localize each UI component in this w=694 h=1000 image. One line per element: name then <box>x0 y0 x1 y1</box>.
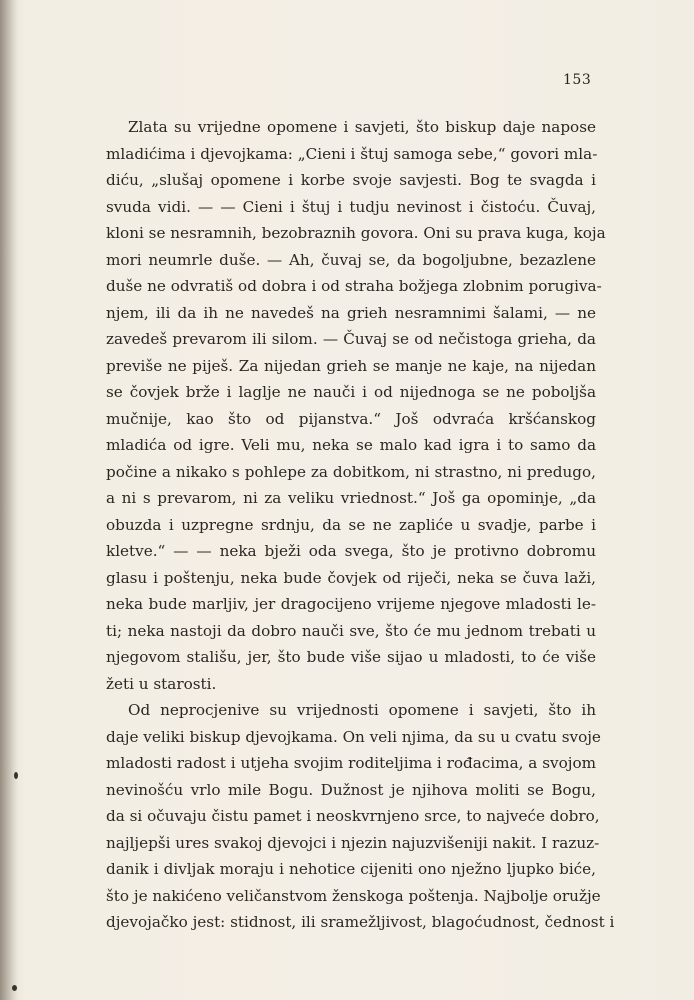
text-line: da si očuvaju čistu pamet i neoskvrnjeno srce, to najveće dobro, <box>106 807 600 825</box>
ink-speck <box>14 772 18 779</box>
text-line: što je nakićeno veličanstvom ženskoga poštenja. Najbolje oružje <box>106 886 601 905</box>
text-line: mladićima i djevojkama: „Cieni i štuj samoga sebe,“ govori mla- <box>106 144 598 163</box>
text-line: ti; neka nastoji da dobro nauči sve, što će mu jednom trebati u <box>106 621 596 640</box>
paragraph <box>106 114 606 697</box>
ink-speck <box>12 985 17 991</box>
body-text <box>106 114 615 936</box>
text-line: daje veliki biskup djevojkama. On veli njima, da su u cvatu svoje <box>106 727 601 746</box>
text-line: Zlata su vrijedne opomene i savjeti, što biskup daje napose <box>128 118 596 136</box>
text-line: danik i divljak moraju i nehotice cijeniti ono nježno ljupko biće, <box>106 860 596 878</box>
text-line: djevojačko jest: stidnost, ili sramežljivost, blagoćudnost, čednost i <box>106 913 615 931</box>
text-line: svuda vidi. — — Cieni i štuj i tudju nevinost i čistoću. Čuvaj, <box>106 197 596 216</box>
text-line: previše ne piješ. Za nijedan grieh se manje ne kaje, na nijedan <box>106 356 596 375</box>
text-line: mladića od igre. Veli mu, neka se malo kad igra i to samo da <box>106 436 596 454</box>
text-line: neka bude marljiv, jer dragocijeno vrijeme njegove mladosti le- <box>106 595 596 613</box>
text-line: diću, „slušaj opomene i korbe svoje savjesti. Bog te svagda i <box>106 171 596 189</box>
text-line: mladosti radost i utjeha svojim roditeljima i rođacima, a svojom <box>106 754 596 772</box>
text-line: duše ne odvratiš od dobra i od straha božjega zlobnim porugiva- <box>106 277 602 295</box>
text-line: žeti u starosti. <box>106 674 217 693</box>
text-line: se čovjek brže i laglje ne nauči i od nijednoga se ne poboljša <box>106 383 596 401</box>
text-line: glasu i poštenju, neka bude čovjek od riječi, neka se čuva laži, <box>106 568 596 587</box>
text-line: a ni s prevarom, ni za veliku vriednost.“ Još ga opominje, „da <box>106 489 596 507</box>
text-line: kloni se nesramnih, bezobraznih govora. Oni su prava kuga, koja <box>106 224 606 242</box>
paragraph <box>106 697 615 936</box>
binding-shadow <box>0 0 18 1000</box>
text-line: mori neumrle duše. — Ah, čuvaj se, da bogoljubne, bezazlene <box>106 250 596 269</box>
text-line: Od neprocjenive su vrijednosti opomene i savjeti, što ih <box>128 701 596 719</box>
text-line: najljepši ures svakoj djevojci i njezin najuzvišeniji nakit. I razuz- <box>106 833 600 852</box>
text-line: zavedeš prevarom ili silom. — Čuvaj se od nečistoga grieha, da <box>106 330 596 348</box>
text-line: njegovom stališu, jer, što bude više sijao u mladosti, to će više <box>106 648 596 666</box>
text-line: nevinošću vrlo mile Bogu. Dužnost je njihova moliti se Bogu, <box>106 780 596 799</box>
text-line: počine a nikako s pohlepe za dobitkom, ni strastno, ni predugo, <box>106 462 596 481</box>
text-line: obuzda i uzpregne srdnju, da se ne zapliće u svadje, parbe i <box>106 515 596 534</box>
text-line: njem, ili da ih ne navedeš na grieh nesramnimi šalami, — ne <box>106 303 596 322</box>
page-number: 153 <box>563 72 592 88</box>
text-line: mučnije, kao što od pijanstva.“ Još odvraća kršćanskog <box>106 409 596 428</box>
text-line: kletve.“ — — neka bježi oda svega, što je protivno dobromu <box>106 542 596 560</box>
